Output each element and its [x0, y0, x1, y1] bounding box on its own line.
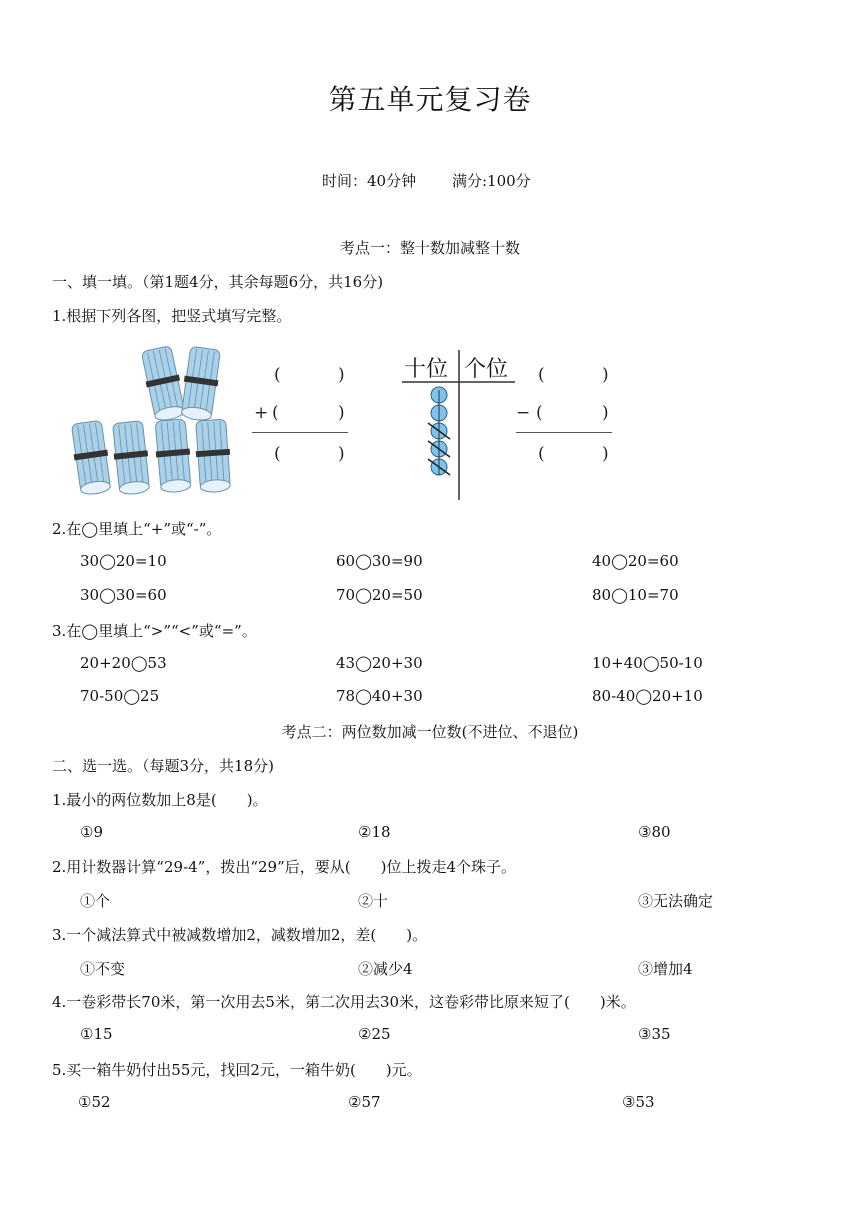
left-paren-close-1: ): [338, 365, 345, 385]
left-paren-open-2: (: [272, 403, 279, 423]
minus-sign: −: [516, 403, 531, 423]
tens-place-label: 十位: [404, 357, 449, 382]
right-paren-open-3: (: [538, 444, 545, 464]
kaodian-1-heading: 考点一：整十数加减整十数: [339, 239, 520, 257]
q2-item: 70◯20=50: [336, 586, 423, 604]
choice-option: ③35: [638, 1025, 671, 1043]
choice-option: ②十: [358, 892, 389, 910]
right-diff-line: [516, 432, 612, 433]
ones-place-label: 个位: [464, 357, 509, 382]
q2-item: 80◯10=70: [592, 586, 679, 604]
page-title: 第五单元复习卷: [328, 83, 532, 116]
q3-item: 70-50◯25: [80, 687, 160, 705]
question-2-prompt: 2.在◯里填上“+”或“-”。: [52, 520, 222, 538]
q2-item: 60◯30=90: [336, 552, 423, 570]
choice-option: ②18: [358, 823, 391, 841]
full-score: 满分:100分: [452, 172, 531, 190]
choice-option: ②57: [348, 1093, 381, 1111]
section-1-heading: 一、填一填。（第1题4分，其余每题6分，共16分): [52, 273, 384, 291]
section-2-heading: 二、选一选。（每题3分，共18分): [52, 757, 274, 775]
choice-option: ①个: [80, 892, 111, 910]
q2-item: 40◯20=60: [592, 552, 679, 570]
choice-question: 2.用计数器计算“29-4”，拨出“29”后，要从( )位上拨走4个珠子。: [52, 858, 517, 876]
choice-option: ①15: [80, 1025, 113, 1043]
place-value-abacus: [400, 350, 520, 502]
q2-item: 30◯20=10: [80, 552, 167, 570]
right-paren-close-2: ): [602, 403, 609, 423]
q3-item: 78◯40+30: [336, 687, 423, 705]
left-paren-close-3: ): [338, 444, 345, 464]
plus-sign: +: [254, 403, 269, 423]
choice-option: ③80: [638, 823, 671, 841]
choice-option: ③53: [622, 1093, 655, 1111]
choice-question: 4.一卷彩带长70米，第一次用去5米，第二次用去30米，这卷彩带比原来短了( )米。: [52, 993, 636, 1011]
choice-question: 1.最小的两位数加上8是( )。: [52, 791, 268, 809]
choice-question: 3.一个减法算式中被减数增加2，减数增加2，差( )。: [52, 926, 428, 944]
question-1-prompt: 1.根据下列各图，把竖式填写完整。: [52, 307, 292, 325]
stick-bundles-image: [70, 340, 250, 505]
question-3-prompt: 3.在◯里填上“>”“<”或“=”。: [52, 622, 257, 640]
choice-option: ③增加4: [638, 960, 693, 978]
choice-option: ①52: [78, 1093, 111, 1111]
choice-question: 5.买一箱牛奶付出55元，找回2元，一箱牛奶( )元。: [52, 1061, 422, 1079]
right-paren-open-2: (: [536, 403, 543, 423]
right-paren-open-1: (: [538, 365, 545, 385]
choice-option: ①9: [80, 823, 103, 841]
choice-option: ②减少4: [358, 960, 413, 978]
right-paren-close-1: ): [602, 365, 609, 385]
choice-option: ③无法确定: [638, 892, 714, 910]
q2-item: 30◯30=60: [80, 586, 167, 604]
kaodian-2-heading: 考点二：两位数加减一位数(不进位、不退位): [281, 723, 579, 741]
q3-item: 20+20◯53: [80, 654, 167, 672]
right-paren-close-3: ): [602, 444, 609, 464]
q3-item: 80-40◯20+10: [592, 687, 703, 705]
left-sum-line: [252, 432, 348, 433]
left-paren-open-1: (: [274, 365, 281, 385]
left-paren-open-3: (: [274, 444, 281, 464]
choice-option: ②25: [358, 1025, 391, 1043]
time-limit: 时间：40分钟: [322, 172, 417, 190]
q3-item: 10+40◯50-10: [592, 654, 703, 672]
choice-option: ①不变: [80, 960, 126, 978]
q3-item: 43◯20+30: [336, 654, 423, 672]
left-paren-close-2: ): [338, 403, 345, 423]
